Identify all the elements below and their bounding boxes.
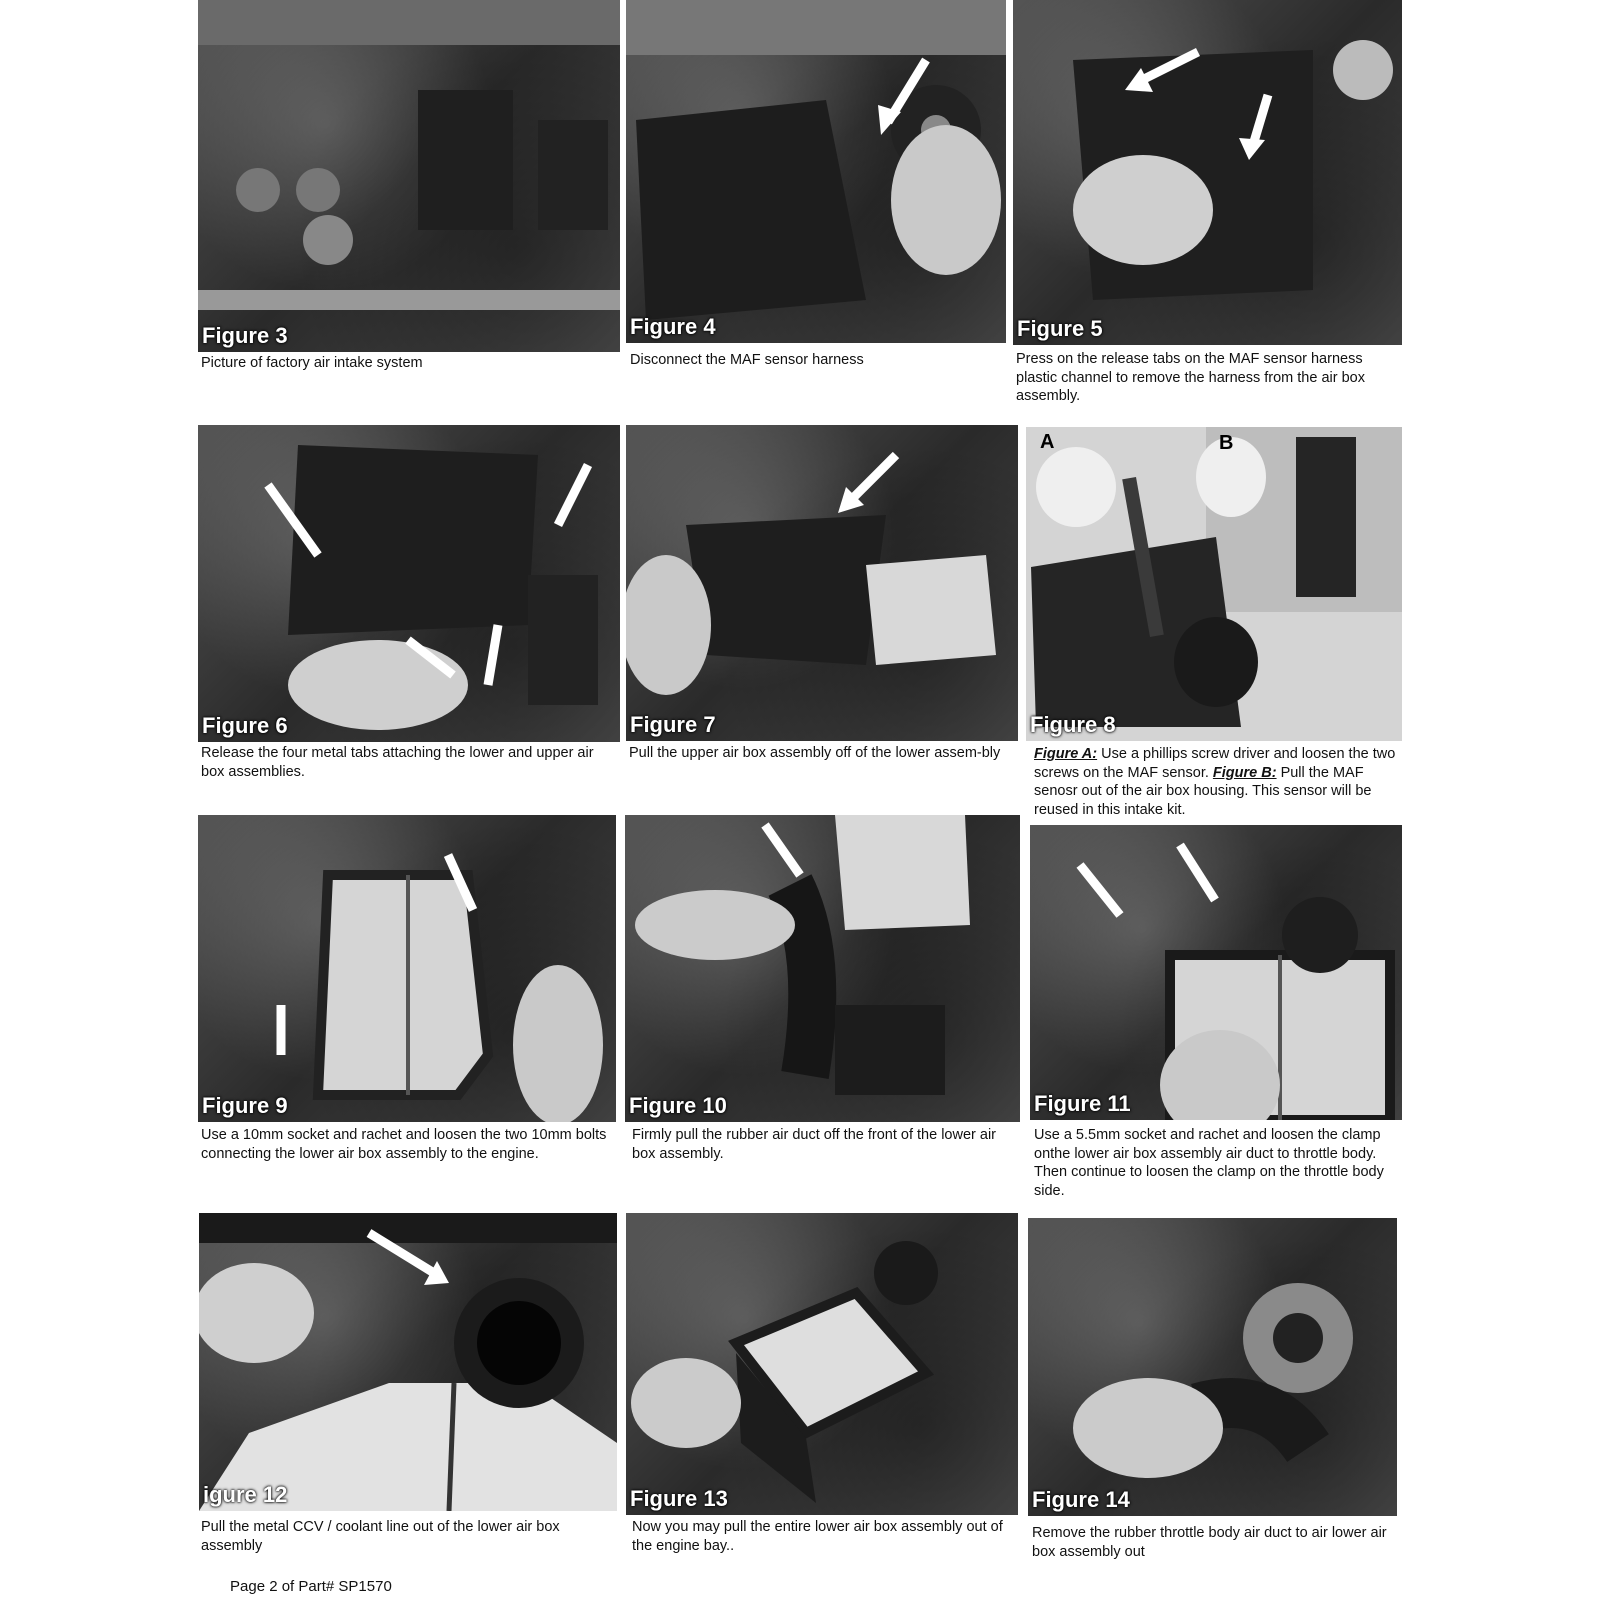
figure-caption: Firmly pull the rubber air duct off the front of the lower air box assembly. xyxy=(632,1127,997,1162)
figure-caption: Pull the metal CCV / coolant line out of the lower air box assembly xyxy=(201,1519,560,1554)
figure-label: Figure 6 xyxy=(202,713,288,738)
figure-12-photo xyxy=(199,1213,617,1511)
figure-5-photo xyxy=(1013,0,1402,345)
figure-a-label: Figure A: xyxy=(1034,746,1098,762)
figure-label: Figure 13 xyxy=(630,1486,728,1511)
figure-caption: Use a 5.5mm socket and rachet and loosen the clamp onthe lower air box assembly air duct to throttle body. Then continue to loosen the clamp on the throttle body side. xyxy=(1034,1127,1384,1199)
figure-label: Figure 4 xyxy=(630,314,716,339)
figure-13-photo xyxy=(626,1213,1018,1515)
figure-11-photo xyxy=(1030,825,1402,1120)
figure-10-photo xyxy=(625,815,1020,1122)
figure-caption: Pull the upper air box assembly off of the lower assem-bly xyxy=(629,745,1001,761)
figure-caption: Press on the release tabs on the MAF sensor harness plastic channel to remove the harness from the air box assembly. xyxy=(1016,351,1365,404)
figure-label: Figure 3 xyxy=(202,323,288,348)
page-footer: Page 2 of Part# SP1570 xyxy=(230,1578,392,1595)
figure-sublabel-a: A xyxy=(1040,431,1055,453)
figure-7-photo xyxy=(626,425,1018,741)
figure-label: Figure 8 xyxy=(1030,712,1116,737)
figure-caption xyxy=(1034,745,1402,819)
figure-caption: Remove the rubber throttle body air duct to air lower air box assembly out xyxy=(1032,1525,1387,1560)
figure-label: Figure 11 xyxy=(1034,1091,1131,1116)
figure-label: Figure 5 xyxy=(1017,316,1103,341)
figure-a-text: Use a phillips screw driver and loosen the two screws on the MAF sensor. xyxy=(1034,746,1396,781)
figure-caption: Use a 10mm socket and rachet and loosen the two 10mm bolts connecting the lower air box assembly to the engine. xyxy=(201,1127,607,1162)
figure-label: Figure 10 xyxy=(629,1093,727,1118)
figure-4-photo xyxy=(626,0,1006,343)
figure-label: igure 12 xyxy=(203,1482,288,1507)
figure-6-photo xyxy=(198,425,620,742)
figure-3-photo xyxy=(198,0,620,352)
figure-14-photo xyxy=(1028,1218,1397,1516)
figure-8-photo xyxy=(1026,427,1402,741)
figure-sublabel-b: B xyxy=(1219,432,1234,454)
figure-label: Figure 7 xyxy=(630,712,716,737)
figure-label: Figure 9 xyxy=(202,1093,288,1118)
figure-caption: Disconnect the MAF sensor harness xyxy=(630,352,864,368)
figure-caption: Picture of factory air intake system xyxy=(201,355,423,371)
figure-caption: Now you may pull the entire lower air box assembly out of the engine bay.. xyxy=(632,1519,1003,1554)
figure-caption: Release the four metal tabs attaching the lower and upper air box assemblies. xyxy=(201,745,594,780)
figure-label: Figure 14 xyxy=(1032,1487,1130,1512)
figure-b-label: Figure B: xyxy=(1212,764,1277,781)
figure-b-text: Pull the MAF senosr out of the air box housing. This sensor will be reused in this intake kit. xyxy=(1034,764,1372,818)
figure-9-photo xyxy=(198,815,616,1122)
